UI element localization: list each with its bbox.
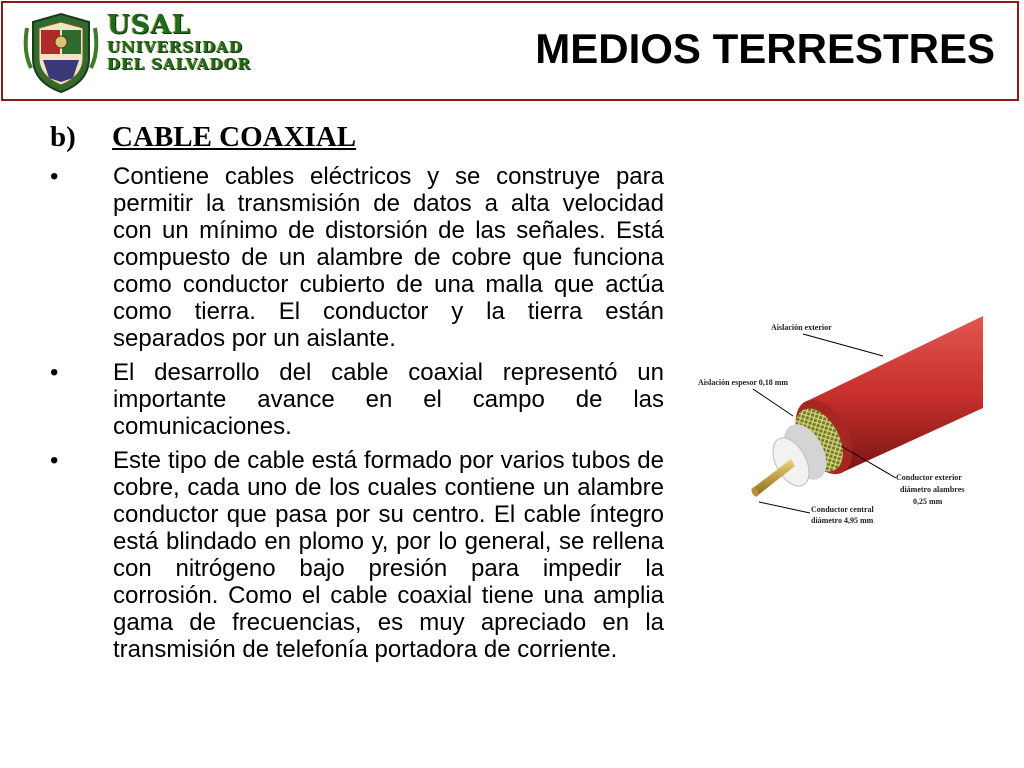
list-item bbox=[50, 359, 664, 440]
logo-line-usal: USAL bbox=[107, 10, 191, 40]
bullet-icon: • bbox=[50, 163, 59, 190]
callout-center-conductor-2: diámetro 4,95 mm bbox=[811, 516, 874, 525]
coaxial-cable-figure bbox=[693, 316, 983, 536]
logo-line-del-salvador: DEL SALVADOR bbox=[107, 55, 252, 73]
bullet-list bbox=[50, 163, 664, 670]
coaxial-cable-illustration bbox=[693, 316, 983, 536]
bullet-icon: • bbox=[50, 447, 59, 474]
section-heading bbox=[50, 121, 356, 154]
list-item bbox=[50, 163, 664, 352]
callout-insulation-thickness: Aislación espesor 0,18 mm bbox=[698, 378, 789, 387]
callout-center-conductor-1: Conductor central bbox=[811, 505, 874, 514]
slide-title: MEDIOS TERRESTRES bbox=[535, 25, 995, 72]
university-logo bbox=[23, 8, 293, 98]
bullet-text: El desarrollo del cable coaxial representó un importante avance en el campo de las comunicaciones. bbox=[113, 359, 664, 440]
callout-outer-conductor-2: diámetro alambres bbox=[900, 485, 965, 494]
list-item bbox=[50, 447, 664, 663]
bullet-text: Contiene cables eléctricos y se construye para permitir la transmisión de datos a alta velocidad con un mínimo de distorsión de las señales. Está compuesto de un alambre de cobre que funciona como conductor cubierto de una malla que actúa como tierra. El conductor y la tierra están separados por un aislante. bbox=[113, 163, 664, 352]
logo-line-universidad: UNIVERSIDAD bbox=[107, 38, 243, 56]
slide-header bbox=[1, 1, 1019, 101]
university-crest-icon bbox=[23, 8, 99, 96]
callout-outer-insulation: Aislación exterior bbox=[771, 323, 832, 332]
bullet-text: Este tipo de cable está formado por varios tubos de cobre, cada uno de los cuales contiene un alambre conductor que pasa por su centro. El cable íntegro está blindado en plomo y, por lo general, se rellena con nitrógeno bajo presión para impedir la corrosión. Como el cable coaxial tiene una amplia gama de frecuencias, es muy apreciado en la transmisión de telefonía portadora de corriente. bbox=[113, 447, 664, 663]
bullet-icon: • bbox=[50, 359, 59, 386]
section-marker: b) bbox=[50, 121, 76, 153]
callout-outer-conductor-3: 0,25 mm bbox=[913, 497, 943, 506]
section-heading-text: CABLE COAXIAL bbox=[112, 121, 357, 153]
callout-outer-conductor-1: Conductor exterior bbox=[896, 473, 962, 482]
logo-wordmark bbox=[107, 12, 251, 73]
